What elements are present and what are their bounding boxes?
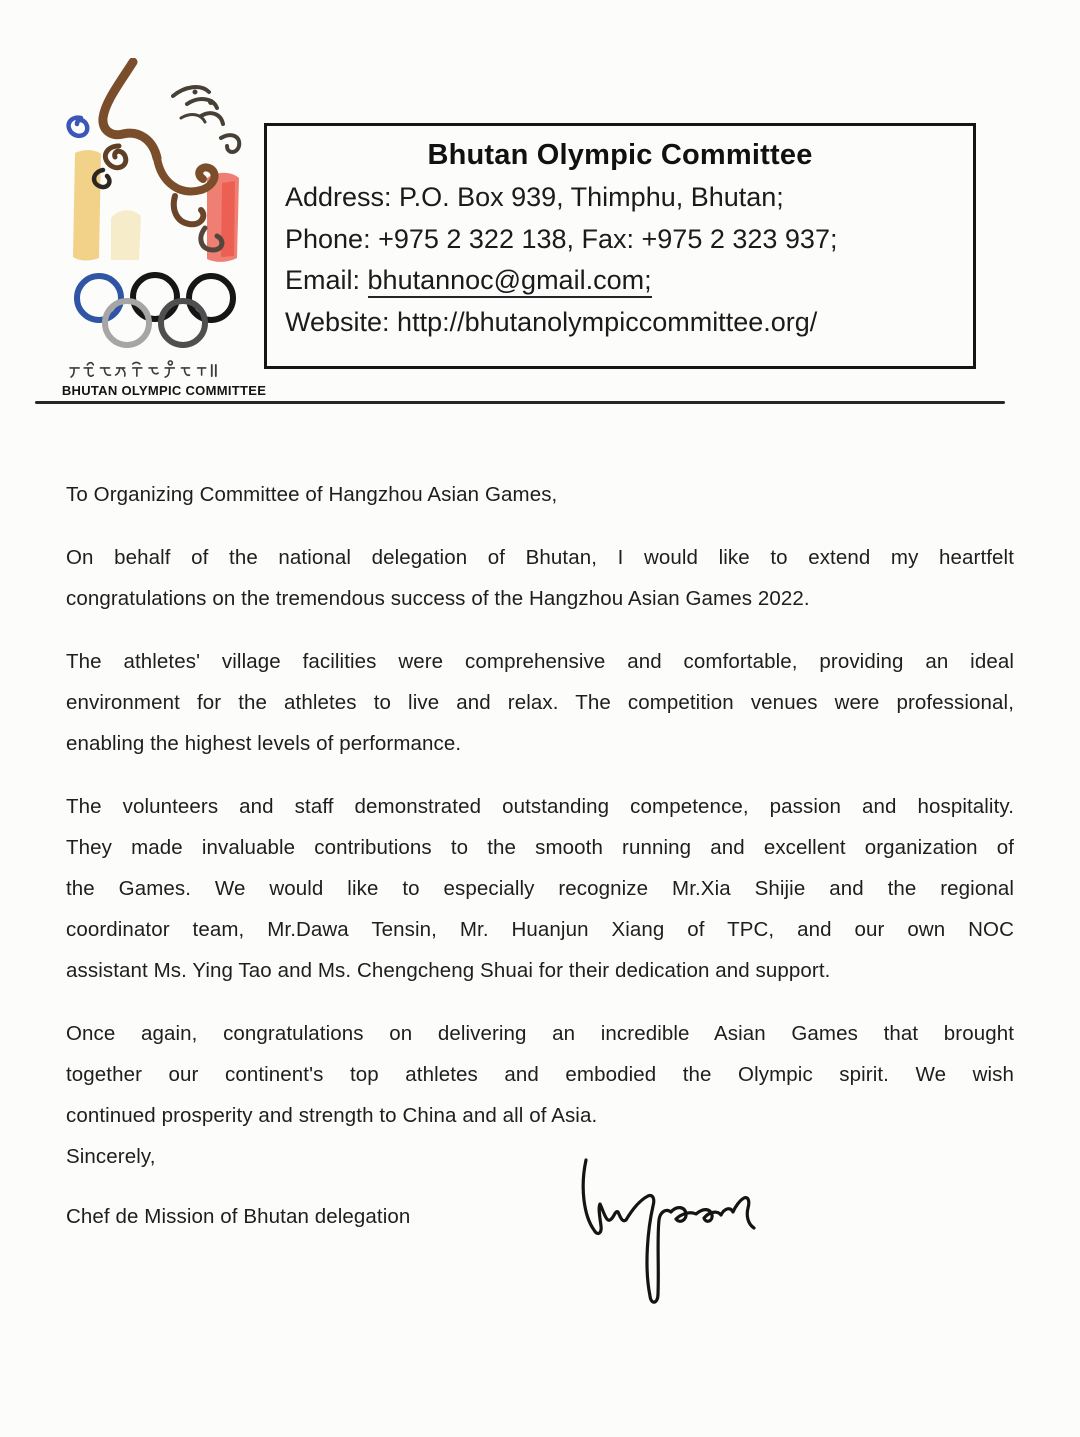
address-line: Address: P.O. Box 939, Thimphu, Bhutan; (285, 182, 784, 212)
paragraph-1: On behalf of the national delegation of Bhutan, I would like to extend my heartfelt congratulations on the tremendous success of the Hangzhou Asian Games 2022. (66, 546, 1014, 610)
email-label: Email: (285, 265, 368, 295)
letterhead-divider (35, 401, 1005, 404)
dragon-emblem-icon (55, 58, 275, 263)
phone-line: Phone: +975 2 322 138, Fax: +975 2 323 937; (285, 223, 838, 254)
email-line (285, 260, 963, 302)
closing: Sincerely, (66, 1145, 156, 1168)
letter-body (66, 474, 1014, 1237)
signoff: Chef de Mission of Bhutan delegation (66, 1205, 411, 1228)
paragraph-3: The volunteers and staff demonstrated outstanding competence, passion and hospitality. They made invaluable contributions to the smooth running and excellent organization of the Games. We would like to especially recognize Mr.Xia Shijie and the regional coordinator team, Mr.Dawa Tensin, Mr. Huanjun Xiang of TPC, and our own NOC assistant Ms. Ying Tao and Ms. Chengcheng Shuai for their dedication and support. (66, 795, 1014, 982)
dzongkha-script (68, 360, 230, 382)
paragraph-2: The athletes' village facilities were comprehensive and comfortable, providing an ideal environment for the athletes to live and relax. The competition venues were professional, enabling the highest levels of performance. (66, 650, 1014, 755)
logo-caption: BHUTAN OLYMPIC COMMITTEE (61, 383, 267, 398)
signature-icon (560, 1148, 765, 1313)
salutation: To Organizing Committee of Hangzhou Asian Games, (66, 483, 558, 506)
contact-info-box (264, 123, 976, 369)
olympic-rings-icon (70, 270, 240, 352)
email-address: bhutannoc@gmail.com; (368, 265, 652, 298)
paragraph-4: Once again, congratulations on delivering an incredible Asian Games that brought together our continent's top athletes and embodied the Olympic spirit. We wish continued prosperity and strength to China and all of Asia. (66, 1022, 1014, 1127)
website-line: Website: http://bhutanolympiccommittee.org/ (285, 306, 818, 337)
org-title: Bhutan Olympic Committee (427, 139, 813, 171)
